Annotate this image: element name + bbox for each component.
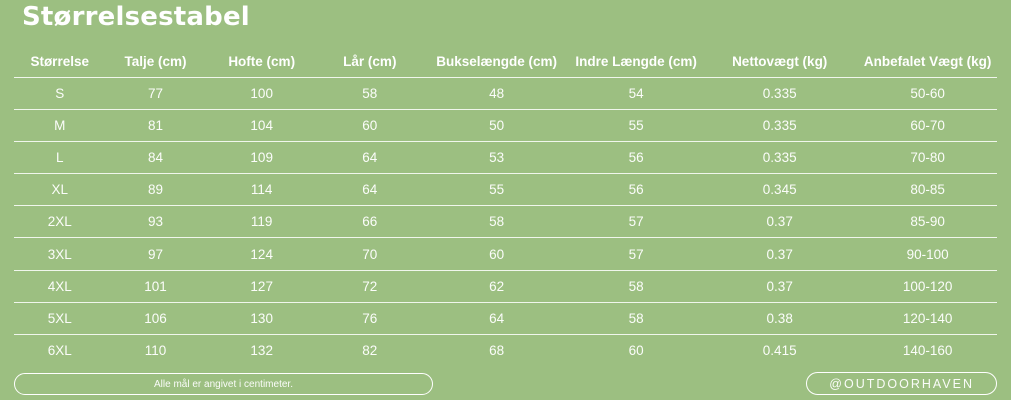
table-header-row [14,46,997,77]
value-cell: 120-140 [858,302,997,334]
value-cell: 58 [571,270,701,302]
value-cell: 68 [489,343,505,359]
value-cell: 66 [318,206,422,238]
value-cell: 0.345 [701,174,858,206]
table-row [14,109,997,141]
value-cell: 70 [318,238,422,270]
size-table-container [14,46,997,367]
table-row [14,270,997,302]
column-header: Anbefalet Vægt (kg) [858,46,997,77]
value-cell: 54 [571,77,701,109]
value-cell: 101 [105,270,205,302]
value-cell: 104 [206,109,318,141]
value-cell: 57 [571,238,701,270]
table-row [14,335,997,367]
size-cell: M [14,109,105,141]
value-cell: 97 [105,238,205,270]
value-cell: 60 [318,109,422,141]
value-cell: 0.335 [701,109,858,141]
value-cell: 84 [105,141,205,173]
value-cell: 132 [250,343,273,359]
column-header: Lår (cm) [318,46,422,77]
value-cell: 50-60 [858,77,997,109]
value-cell: 130 [206,302,318,334]
column-header: Bukselængde (cm) [422,46,571,77]
value-cell: 0.38 [701,302,858,334]
size-cell: 2XL [14,206,105,238]
size-table [14,46,997,367]
value-cell: 56 [571,174,701,206]
value-cell: 56 [571,141,701,173]
column-header: Hofte (cm) [206,46,318,77]
table-row [14,174,997,206]
value-cell: 0.37 [701,270,858,302]
value-cell: 0.37 [701,238,858,270]
value-cell: 119 [206,206,318,238]
value-cell: 58 [571,302,701,334]
value-cell: 100 [206,77,318,109]
value-cell: 64 [318,141,422,173]
table-row [14,238,997,270]
value-cell: 80-85 [858,174,997,206]
value-cell: 114 [206,174,318,206]
value-cell: 60 [628,343,644,359]
value-cell: 127 [206,270,318,302]
value-cell: 93 [105,206,205,238]
value-cell: 81 [105,109,205,141]
value-cell: 106 [105,302,205,334]
brand-handle-badge: @OUTDOORHAVEN [806,372,997,395]
value-cell: 89 [105,174,205,206]
value-cell: 0.335 [701,141,858,173]
value-cell: 110 [144,343,167,359]
size-cell: 3XL [14,238,105,270]
value-cell: 60-70 [858,109,997,141]
table-row [14,302,997,334]
value-cell: 62 [422,270,571,302]
value-cell: 64 [318,174,422,206]
value-cell: 109 [206,141,318,173]
value-cell: 55 [422,174,571,206]
measurement-note-badge: Alle mål er angivet i centimeter. [14,373,433,395]
value-cell: 48 [422,77,571,109]
value-cell: 140-160 [902,343,953,359]
column-header: Talje (cm) [105,46,205,77]
size-cell: 5XL [14,302,105,334]
value-cell: 0.415 [762,343,797,359]
table-row [14,141,997,173]
value-cell: 53 [422,141,571,173]
footer [14,372,997,395]
column-header: Indre Længde (cm) [571,46,701,77]
value-cell: 70-80 [858,141,997,173]
value-cell: 85-90 [858,206,997,238]
value-cell: 72 [318,270,422,302]
value-cell: 64 [422,302,571,334]
value-cell: 58 [318,77,422,109]
value-cell: 124 [206,238,318,270]
size-cell: XL [14,174,105,206]
table-row [14,77,997,109]
value-cell: 0.335 [701,77,858,109]
value-cell: 55 [571,109,701,141]
value-cell: 50 [422,109,571,141]
column-header: Størrelse [14,46,105,77]
size-cell: 4XL [14,270,105,302]
value-cell: 77 [105,77,205,109]
value-cell: 90-100 [858,238,997,270]
value-cell: 57 [571,206,701,238]
value-cell: 100-120 [858,270,997,302]
value-cell: 82 [362,343,378,359]
value-cell: 60 [422,238,571,270]
page-title: Størrelsestabel [22,2,250,32]
size-cell: L [14,141,105,173]
value-cell: 0.37 [701,206,858,238]
table-row [14,206,997,238]
column-header: Nettovægt (kg) [701,46,858,77]
value-cell: 58 [422,206,571,238]
value-cell: 76 [318,302,422,334]
size-cell: 6XL [47,343,72,359]
size-cell: S [14,77,105,109]
